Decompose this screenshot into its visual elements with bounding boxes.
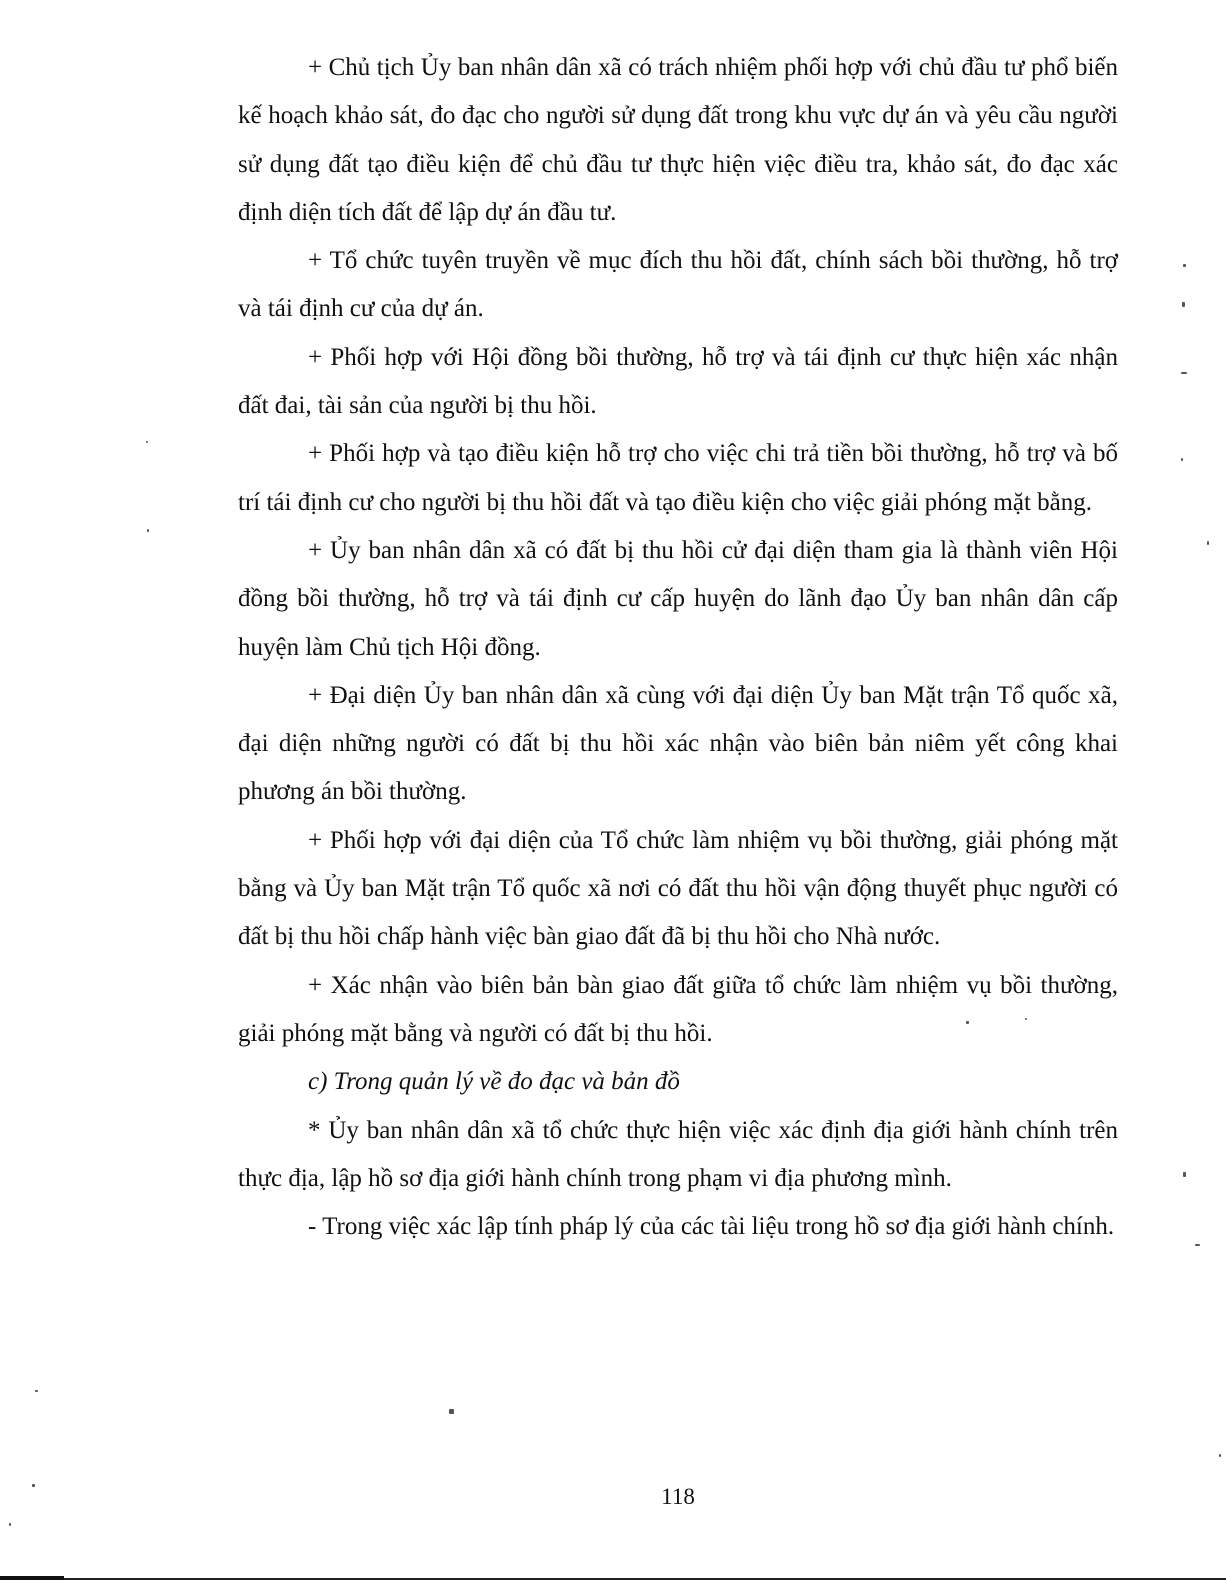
scan-bottom-edge [0, 1578, 1226, 1580]
paragraph-boundary-determination: * Ủy ban nhân dân xã tổ chức thực hiện việc xác định địa giới hành chính trên thực địa, lập hồ sơ địa giới hành chính trong phạm vi địa phương mình. [238, 1116, 1118, 1192]
scan-speck [1025, 1018, 1027, 1020]
scan-speck [1207, 541, 1209, 545]
scan-speck [1181, 372, 1187, 374]
scan-speck [35, 1390, 38, 1392]
scan-speck [1183, 264, 1186, 267]
paragraph-council-member: + Ủy ban nhân dân xã có đất bị thu hồi cử đại diện tham gia là thành viên Hội đồng bồi thường, hỗ trợ và tái định cư cấp huyện do lãnh đạo Ủy ban nhân dân cấp huyện làm Chủ tịch Hội đồng. [238, 536, 1118, 661]
scan-bottom-mark [0, 1576, 64, 1580]
scan-speck [146, 441, 148, 443]
scan-speck [1183, 1172, 1186, 1177]
scan-speck [966, 1021, 969, 1024]
paragraph-persuasion: + Phối hợp với đại diện của Tổ chức làm nhiệm vụ bồi thường, giải phóng mặt bằng và Ủy ban Mặt trận Tổ quốc xã nơi có đất thu hồi vận động thuyết phục người có đất bị thu hồi chấp hành việc bàn giao đất đã bị thu hồi cho Nhà nước. [238, 826, 1118, 951]
paragraph-chairman-responsibility: + Chủ tịch Ủy ban nhân dân xã có trách nhiệm phối hợp với chủ đầu tư phổ biến kế hoạch khảo sát, đo đạc cho người sử dụng đất trong khu vực dự án và yêu cầu người sử dụng đất tạo điều kiện để chủ đầu tư thực hiện việc điều tra, khảo sát, đo đạc xác định diện tích đất để lập dự án đầu tư. [238, 54, 1118, 226]
page-number: 118 [661, 1484, 695, 1509]
paragraph-public-posting: + Đại diện Ủy ban nhân dân xã cùng với đại diện Ủy ban Mặt trận Tổ quốc xã, đại diện những người có đất bị thu hồi xác nhận vào biên bản niêm yết công khai phương án bồi thường. [238, 681, 1118, 806]
scan-speck [449, 1409, 454, 1414]
paragraph-confirm-land: + Phối hợp với Hội đồng bồi thường, hỗ trợ và tái định cư thực hiện xác nhận đất đai, tài sản của người bị thu hồi. [238, 343, 1118, 420]
paragraph-propaganda: + Tổ chức tuyên truyền về mục đích thu hồi đất, chính sách bồi thường, hỗ trợ và tái định cư của dự án. [238, 247, 1118, 323]
scan-speck [147, 529, 149, 532]
scan-speck [9, 1523, 11, 1526]
scan-speck [1181, 458, 1183, 461]
scan-speck [1219, 1454, 1221, 1457]
scan-speck [32, 1484, 35, 1487]
paragraph-payment-support: + Phối hợp và tạo điều kiện hỗ trợ cho việc chi trả tiền bồi thường, hỗ trợ và bố trí tái định cư cho người bị thu hồi đất và tạo điều kiện cho việc giải phóng mặt bằng. [238, 440, 1118, 516]
scan-speck [1195, 1244, 1200, 1246]
section-heading: c) Trong quản lý về đo đạc và bản đồ [308, 1068, 680, 1096]
paragraph-legal-establishment: - Trong việc xác lập tính pháp lý của các tài liệu trong hồ sơ địa giới hành chính. [308, 1213, 1115, 1241]
paragraph-handover-confirmation: + Xác nhận vào biên bản bàn giao đất giữa tổ chức làm nhiệm vụ bồi thường, giải phóng mặt bằng và người có đất bị thu hồi. [238, 971, 1118, 1047]
document-body [238, 44, 1118, 1251]
scan-speck [1182, 302, 1185, 307]
